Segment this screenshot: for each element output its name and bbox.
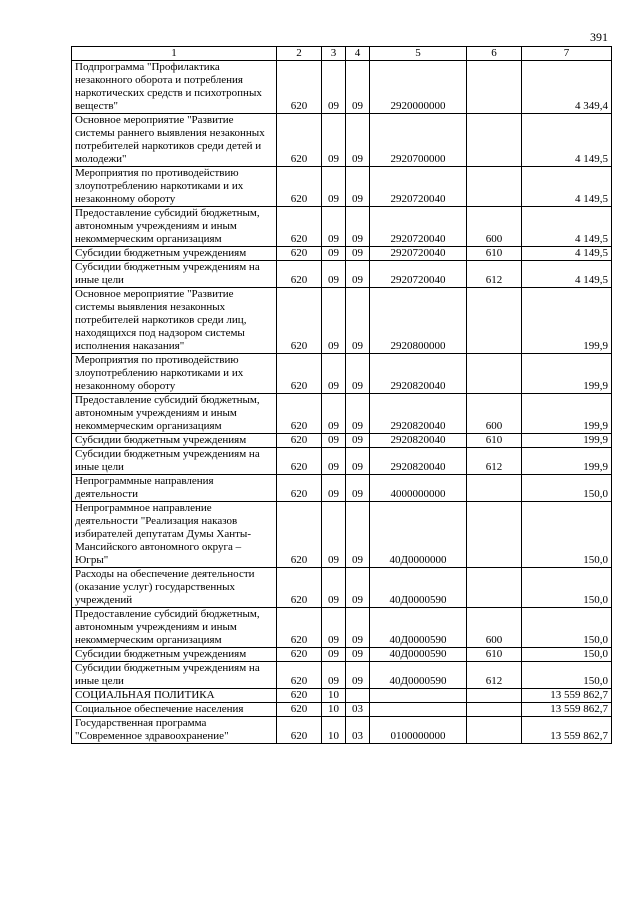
column-header: 1 [72,47,277,61]
cell-sum: 199,9 [522,448,612,475]
cell-sum: 4 149,5 [522,261,612,288]
cell-pr: 09 [346,608,370,648]
cell-pr [346,689,370,703]
cell-pr: 09 [346,114,370,167]
cell-pr: 09 [346,207,370,247]
cell-name: Непрограммные направления деятельности [72,475,277,502]
table-row [72,662,612,689]
cell-vr [467,502,522,568]
cell-vr: 612 [467,261,522,288]
cell-rz: 09 [322,502,346,568]
cell-ved: 620 [277,703,322,717]
cell-ved: 620 [277,207,322,247]
page-number: 391 [590,30,608,44]
cell-name: Подпрограмма "Профилактика незаконного оборота и потребления наркотических средств и психотропных веществ" [72,61,277,114]
cell-name: Мероприятия по противодействию злоупотреблению наркотиками и их незаконному обороту [72,354,277,394]
cell-rz: 09 [322,394,346,434]
table-row [72,689,612,703]
cell-vr: 610 [467,434,522,448]
cell-ved: 620 [277,608,322,648]
cell-ved: 620 [277,648,322,662]
cell-sum: 150,0 [522,475,612,502]
cell-pr: 03 [346,703,370,717]
cell-vr [467,114,522,167]
cell-ved: 620 [277,448,322,475]
cell-ved: 620 [277,288,322,354]
cell-ved: 620 [277,354,322,394]
cell-pr: 09 [346,568,370,608]
cell-sum: 4 149,5 [522,247,612,261]
cell-vr [467,568,522,608]
cell-rz: 09 [322,207,346,247]
cell-name: Предоставление субсидий бюджетным, автономным учреждениям и иным некоммерческим организациям [72,207,277,247]
cell-csr: 40Д0000590 [370,662,467,689]
cell-ved: 620 [277,434,322,448]
cell-rz: 09 [322,247,346,261]
cell-sum: 4 149,5 [522,114,612,167]
column-header: 6 [467,47,522,61]
cell-sum: 150,0 [522,502,612,568]
cell-pr: 09 [346,662,370,689]
table-row [72,648,612,662]
cell-rz: 09 [322,648,346,662]
cell-rz: 09 [322,608,346,648]
cell-sum: 150,0 [522,662,612,689]
cell-sum: 150,0 [522,568,612,608]
cell-sum: 4 149,5 [522,207,612,247]
column-header: 2 [277,47,322,61]
cell-csr: 2920000000 [370,61,467,114]
cell-pr: 09 [346,167,370,207]
cell-csr: 40Д0000590 [370,568,467,608]
table-row [72,167,612,207]
cell-csr: 2920820040 [370,434,467,448]
cell-pr: 09 [346,502,370,568]
cell-sum: 4 349,4 [522,61,612,114]
cell-ved: 620 [277,61,322,114]
table-row [72,703,612,717]
header-row [72,47,612,61]
cell-csr: 2920700000 [370,114,467,167]
cell-name: Субсидии бюджетным учреждениям [72,247,277,261]
cell-rz: 09 [322,568,346,608]
cell-pr: 09 [346,475,370,502]
cell-sum: 13 559 862,7 [522,689,612,703]
cell-name: Субсидии бюджетным учреждениям [72,648,277,662]
cell-csr: 2920720040 [370,167,467,207]
cell-vr: 612 [467,662,522,689]
table-row [72,114,612,167]
table-row [72,247,612,261]
table-row [72,434,612,448]
table-row [72,207,612,247]
table-row [72,608,612,648]
cell-rz: 09 [322,167,346,207]
table-row [72,261,612,288]
cell-vr: 610 [467,247,522,261]
cell-sum: 199,9 [522,288,612,354]
cell-ved: 620 [277,717,322,744]
column-header: 7 [522,47,612,61]
cell-pr: 09 [346,261,370,288]
cell-sum: 199,9 [522,434,612,448]
cell-rz: 09 [322,288,346,354]
cell-csr: 2920800000 [370,288,467,354]
cell-sum: 150,0 [522,608,612,648]
cell-name: Субсидии бюджетным учреждениям [72,434,277,448]
table-row [72,568,612,608]
cell-vr [467,167,522,207]
cell-rz: 09 [322,261,346,288]
table-row [72,61,612,114]
cell-csr: 2920820040 [370,448,467,475]
table-row [72,448,612,475]
cell-rz: 09 [322,114,346,167]
cell-csr: 2920720040 [370,247,467,261]
cell-ved: 620 [277,261,322,288]
table-row [72,394,612,434]
cell-csr: 0100000000 [370,717,467,744]
cell-ved: 620 [277,568,322,608]
cell-rz: 10 [322,703,346,717]
cell-rz: 09 [322,448,346,475]
cell-pr: 09 [346,288,370,354]
cell-csr: 2920820040 [370,354,467,394]
cell-ved: 620 [277,689,322,703]
cell-pr: 09 [346,434,370,448]
budget-table [71,46,612,744]
cell-sum: 150,0 [522,648,612,662]
cell-csr: 2920720040 [370,261,467,288]
cell-sum: 13 559 862,7 [522,703,612,717]
cell-name: Мероприятия по противодействию злоупотреблению наркотиками и их незаконному обороту [72,167,277,207]
cell-rz: 09 [322,354,346,394]
cell-vr [467,717,522,744]
table-row [72,354,612,394]
cell-vr [467,703,522,717]
cell-vr [467,61,522,114]
cell-csr [370,689,467,703]
cell-name: Субсидии бюджетным учреждениям на иные цели [72,448,277,475]
cell-rz: 10 [322,717,346,744]
table-row [72,717,612,744]
cell-vr: 610 [467,648,522,662]
cell-vr [467,475,522,502]
cell-rz: 09 [322,475,346,502]
cell-csr: 4000000000 [370,475,467,502]
cell-name: Непрограммное направление деятельности "Реализация наказов избирателей депутатам Думы Ханты-Мансийского автономного округа – Югры" [72,502,277,568]
cell-ved: 620 [277,247,322,261]
cell-rz: 09 [322,434,346,448]
cell-vr: 612 [467,448,522,475]
table-row [72,475,612,502]
cell-sum: 4 149,5 [522,167,612,207]
cell-name: Субсидии бюджетным учреждениям на иные цели [72,662,277,689]
cell-vr: 600 [467,394,522,434]
cell-pr: 03 [346,717,370,744]
cell-name: Расходы на обеспечение деятельности (оказание услуг) государственных учреждений [72,568,277,608]
column-header: 5 [370,47,467,61]
cell-csr: 2920720040 [370,207,467,247]
cell-pr: 09 [346,648,370,662]
cell-ved: 620 [277,167,322,207]
cell-name: Субсидии бюджетным учреждениям на иные цели [72,261,277,288]
column-header: 3 [322,47,346,61]
cell-csr: 40Д0000590 [370,648,467,662]
cell-vr: 600 [467,207,522,247]
cell-csr: 2920820040 [370,394,467,434]
cell-ved: 620 [277,475,322,502]
cell-name: Предоставление субсидий бюджетным, автономным учреждениям и иным некоммерческим организациям [72,608,277,648]
cell-csr: 40Д0000000 [370,502,467,568]
cell-vr [467,354,522,394]
cell-ved: 620 [277,662,322,689]
cell-pr: 09 [346,354,370,394]
cell-name: Основное мероприятие "Развитие системы выявления незаконных потребителей наркотиков среди лиц, находящихся под надзором системы исполнения наказания" [72,288,277,354]
column-header: 4 [346,47,370,61]
cell-pr: 09 [346,61,370,114]
cell-rz: 09 [322,662,346,689]
cell-vr: 600 [467,608,522,648]
cell-rz: 09 [322,61,346,114]
cell-sum: 13 559 862,7 [522,717,612,744]
cell-ved: 620 [277,502,322,568]
cell-pr: 09 [346,247,370,261]
cell-name: Социальное обеспечение населения [72,703,277,717]
cell-csr: 40Д0000590 [370,608,467,648]
cell-name: Государственная программа "Современное здравоохранение" [72,717,277,744]
cell-ved: 620 [277,394,322,434]
cell-sum: 199,9 [522,354,612,394]
table-row [72,288,612,354]
cell-sum: 199,9 [522,394,612,434]
cell-name: Основное мероприятие "Развитие системы раннего выявления незаконных потребителей наркотиков среди детей и молодежи" [72,114,277,167]
cell-rz: 10 [322,689,346,703]
cell-name: Предоставление субсидий бюджетным, автономным учреждениям и иным некоммерческим организациям [72,394,277,434]
cell-name: СОЦИАЛЬНАЯ ПОЛИТИКА [72,689,277,703]
cell-pr: 09 [346,448,370,475]
cell-vr [467,288,522,354]
table-row [72,502,612,568]
cell-vr [467,689,522,703]
cell-pr: 09 [346,394,370,434]
cell-ved: 620 [277,114,322,167]
cell-csr [370,703,467,717]
